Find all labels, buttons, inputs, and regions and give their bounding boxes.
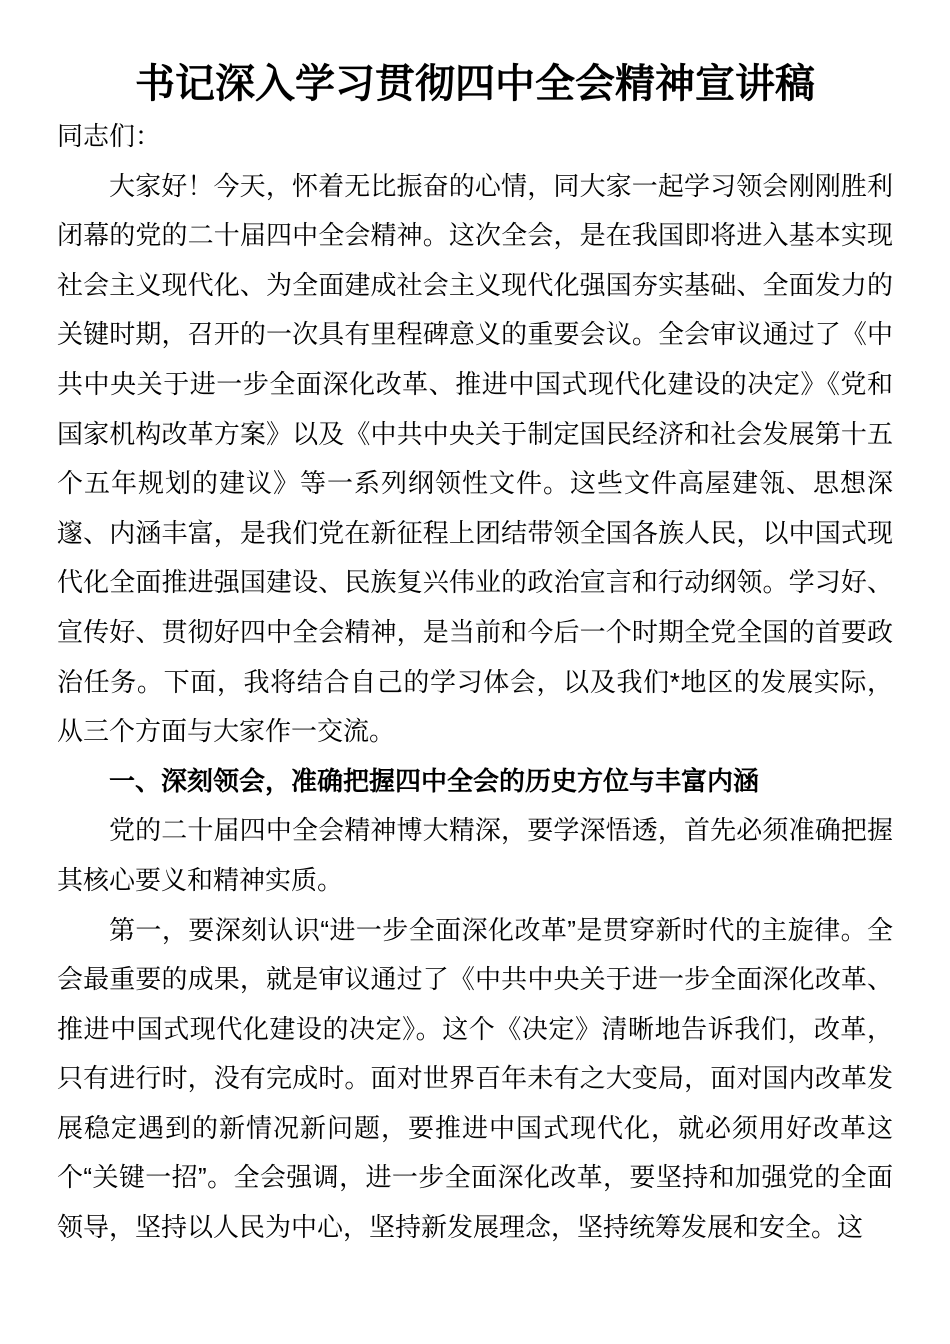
paragraph-opening: 大家好！今天，怀着无比振奋的心情，同大家一起学习领会刚刚胜利闭幕的党的二十届四中全会精神。这次全会，是在我国即将进入基本实现社会主义现代化、为全面建成社会主义现代化强国夯实基础、全面发力的关键时期，召开的一次具有里程碑意义的重要会议。全会审议通过了《中共中央关于进一步全面深化改革、推进中国式现代化建设的决定》《党和国家机构改革方案》以及《中共中央关于制定国民经济和社会发展第十五个五年规划的建议》等一系列纲领性文件。这些文件高屋建瓴、思想深邃、内涵丰富，是我们党在新征程上团结带领全国各族人民，以中国式现代化全面推进强国建设、民族复兴伟业的政治宣言和行动纲领。学习好、宣传好、贯彻好四中全会精神，是当前和今后一个时期全党全国的首要政治任务。下面，我将结合自己的学习体会，以及我们*地区的发展实际，从三个方面与大家作一交流。 xyxy=(57,170,893,747)
salutation: 同志们： xyxy=(57,121,162,151)
section-heading-1: 一、深刻领会，准确把握四中全会的历史方位与丰富内涵 xyxy=(109,765,760,796)
paragraph-point-1: 第一，要深刻认识“进一步全面深化改革”是贯穿新时代的主旋律。全会最重要的成果，就是审议通过了《中共中央关于进一步全面深化改革、推进中国式现代化建设的决定》。这个《决定》清晰地告诉我们，改革，只有进行时，没有完成时。面对世界百年未有之大变局，面对国内改革发展稳定遇到的新情况新问题，要推进中国式现代化，就必须用好改革这个“关键一招”。全会强调，进一步全面深化改革，要坚持和加强党的全面领导，坚持以人民为中心，坚持新发展理念，坚持统筹发展和安全。这 xyxy=(57,914,893,1243)
document-content xyxy=(57,56,893,1253)
paragraph-section-intro: 党的二十届四中全会精神博大精深，要学深悟透，首先必须准确把握其核心要义和精神实质。 xyxy=(57,815,893,895)
document-title: 书记深入学习贯彻四中全会精神宣讲稿 xyxy=(135,62,815,106)
